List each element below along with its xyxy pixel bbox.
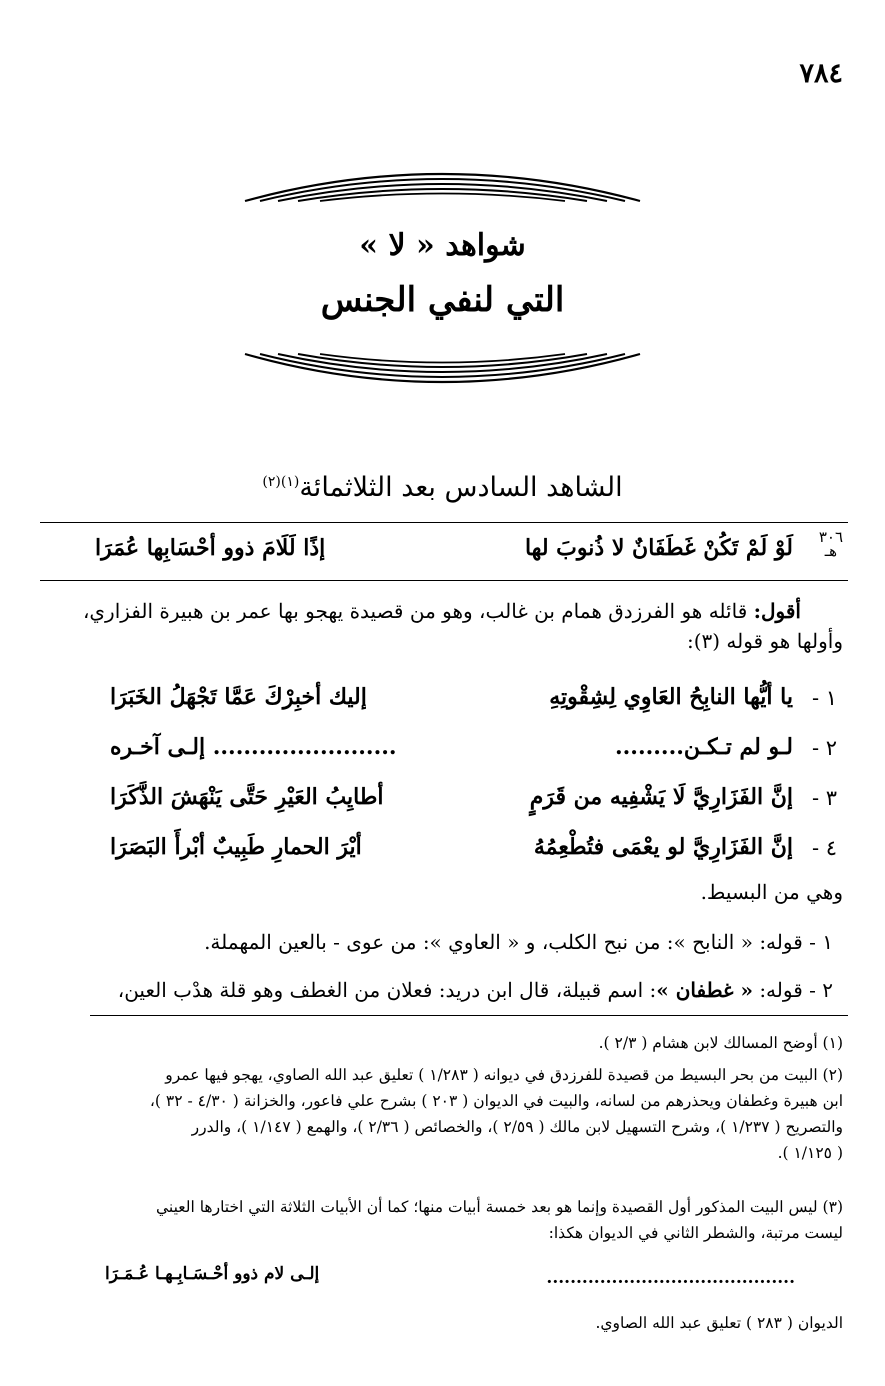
note-label: قوله:	[759, 930, 803, 954]
intro-text-2: وأولها هو قوله (٣):	[686, 629, 843, 653]
note-word: « غطفان »	[656, 978, 753, 1002]
top-ornament-arcs	[240, 155, 645, 205]
footnote-2	[33, 1062, 843, 1166]
footnote-line: (١) أوضح المسالك لابن هشام ( ٢/٣ ).	[598, 1034, 843, 1052]
bottom-ornament-arcs	[240, 352, 645, 400]
footnote-line: والتصريح ( ١/٢٣٧ )، وشرح التسهيل لابن مالك ( ٢/٥٩ )، والخصائص ( ٢/٣٦ )، والهمع ( ١/١٤٧ )، والدرر	[191, 1118, 843, 1136]
footnote-line: (٣) ليس البيت المذكور أول القصيدة وإنما هو بعد خمسة أبيات منها؛ كما أن الأبيات الثلاثة التي اختارها العيني	[155, 1198, 843, 1216]
chapter-title-line2: التي لنفي الجنس	[320, 280, 565, 320]
witness-verse-first-half: لَوْ لَمْ تَكُنْ غَطَفَانٌ لا ذُنوبَ لها	[524, 535, 793, 561]
footnote-verse-second-half: إلـى لام ذوو أحْـسَـابِـهـا عُـمَـرَا	[105, 1264, 320, 1284]
divider-under-verse	[40, 580, 848, 581]
note-label: قوله:	[759, 978, 803, 1002]
poem-first-half: إنَّ الفَزَارِيَّ لَا يَشْفِيه من قَرَمٍ	[529, 784, 793, 810]
section-heading-note-ref: (١)(٢)	[262, 474, 300, 490]
footnote-source: الديوان ( ٢٨٣ ) تعليق عبد الله الصاوي.	[595, 1314, 843, 1332]
intro-paragraph	[33, 596, 843, 656]
intro-text: قائله هو الفرزدق همام بن غالب، وهو من قصيدة يهجو بها عمر بن هبيرة الفزاري،	[82, 599, 748, 623]
chapter-title-line1: شواهد « لا »	[359, 228, 526, 263]
poem-line-number: ٣ -	[811, 786, 837, 810]
note-text: : اسم قبيلة، قال ابن دريد: فعلان من الغطف وهو قلة هدْب العين،	[117, 978, 657, 1002]
poem-second-half: ........................ إلـى آخـره	[110, 734, 397, 760]
poem-first-half: لـو لم تـكـن.........	[614, 734, 793, 760]
footnote-1	[33, 1030, 843, 1056]
section-heading-text: الشاهد السادس بعد الثلاثمائة	[299, 472, 623, 503]
poem-line-number: ١ -	[811, 686, 837, 710]
witness-verse-second-half: إذًا لَلَامَ ذوو أحْسَابِها عُمَرَا	[95, 535, 326, 561]
footnote-divider	[90, 1015, 848, 1016]
witness-number-mark: هـ	[824, 542, 838, 560]
note-word: « النابح »	[673, 930, 753, 954]
poem-line-number: ٢ -	[811, 736, 837, 760]
section-heading	[0, 472, 885, 503]
note-text: : من نبح الكلب، و « العاوي »: من عوى - بالعين المهملة.	[204, 930, 674, 954]
meter-note: وهي من البسيط.	[700, 880, 843, 904]
commentary-note-1	[204, 930, 833, 954]
witness-number	[819, 530, 843, 558]
footnote-line: ليست مرتبة، والشطر الثاني في الديوان هكذا:	[548, 1224, 843, 1242]
divider-top	[40, 522, 848, 523]
footnote-3	[33, 1194, 843, 1246]
page-number: ٧٨٤	[799, 58, 843, 89]
footnote-line: (٢) البيت من بحر البسيط من قصيدة للفرزدق في ديوانه ( ١/٢٨٣ ) تعليق عبد الله الصاوي، يهجو فيها عمرو	[165, 1066, 843, 1084]
commentary-note-2	[118, 978, 833, 1002]
poem-line-number: ٤ -	[811, 836, 837, 860]
poem-first-half: إنَّ الفَزَارِيَّ لو يعْمَى فتُطْعِمُهُ	[533, 834, 793, 860]
poem-first-half: يا أيُّها النابِحُ العَاوِي لِشِقْوتِهِ	[549, 684, 793, 710]
footnote-line: ابن هبيرة وغطفان ويحذرهم من لسانه، والبيت في الديوان ( ٢٠٣ ) بشرح علي فاعور، والخزانة ( ٤/٣٠ - ٣٢ )،	[149, 1092, 843, 1110]
intro-lead: أقول:	[753, 599, 801, 623]
note-number: ١ -	[809, 930, 833, 954]
footnote-verse-first-half: ..........................................	[546, 1268, 795, 1288]
note-number: ٢ -	[809, 978, 833, 1002]
witness-number-value: ٣٠٦	[818, 528, 843, 546]
footnote-line: ( ١/١٢٥ ).	[777, 1144, 843, 1162]
poem-second-half: إليك أخبِرْكَ عَمَّا تَجْهَلُ الخَبَرَا	[110, 684, 367, 710]
poem-second-half: أطايِبُ العَيْرِ حَتَّى يَنْهَشَ الذَّكَرَا	[110, 784, 384, 810]
poem-second-half: أيْرَ الحمارِ طَبِيبٌ أبْرأَ البَصَرَا	[110, 834, 362, 860]
